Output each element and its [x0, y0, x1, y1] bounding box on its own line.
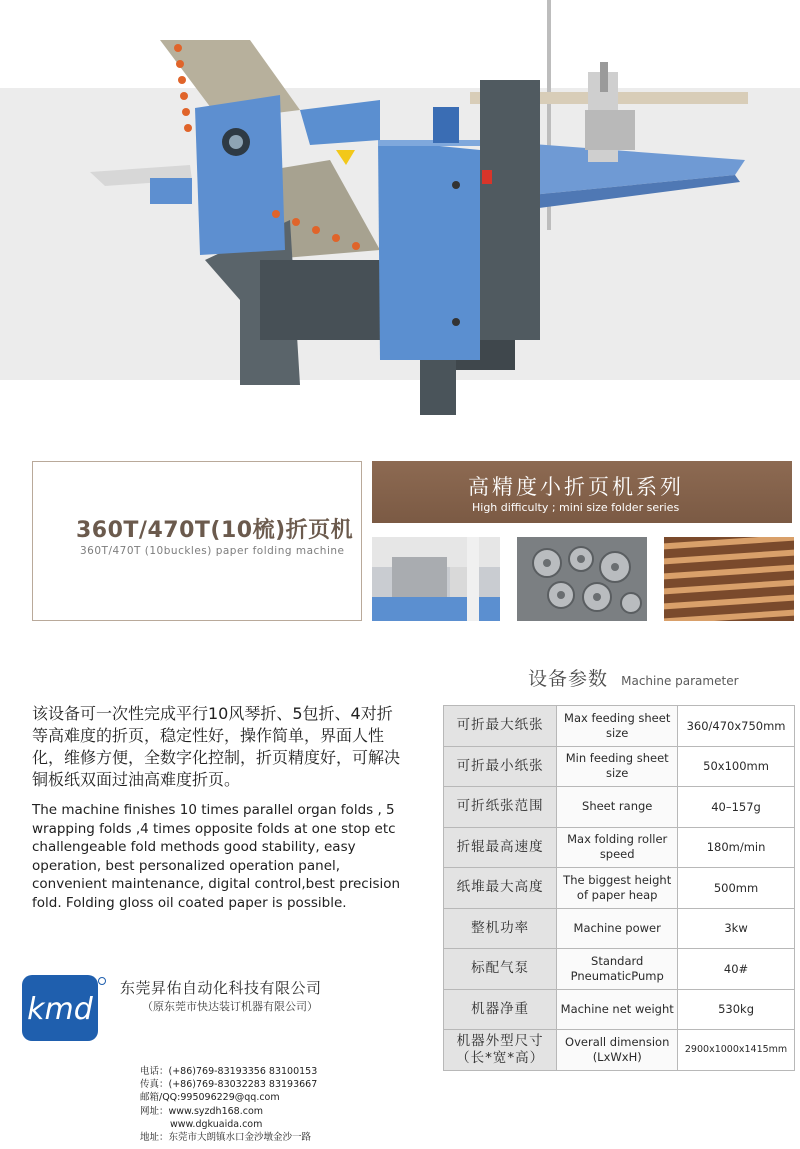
description-chinese: 该设备可一次性完成平行10风琴折、5包折、4对折等高难度的折页，稳定性好，操作简单，界面人性化，维修方便，全数字化控制，折页精度好，可解决铜板纸双面过油高难度折页。 — [32, 704, 401, 789]
contact-info — [140, 1065, 317, 1144]
company-name: 东莞昇佑自动化科技有限公司 — [120, 979, 322, 997]
thumbnail-knife-unit — [372, 537, 500, 621]
table-row — [444, 746, 795, 787]
param-value: 3kw — [678, 908, 795, 949]
contact-email: 邮箱/QQ:995096229@qq.com — [140, 1092, 280, 1104]
param-name-cn: 可折最大纸张 — [444, 706, 557, 747]
parameter-table — [443, 705, 795, 1071]
contact-phone: 电话：(+86)769-83193356 83100153 — [140, 1066, 318, 1077]
param-name-en: Standard PneumaticPump — [557, 949, 678, 990]
param-name-cn: 可折纸张范围 — [444, 787, 557, 828]
param-name-cn: 机器净重 — [444, 989, 557, 1030]
table-row — [444, 989, 795, 1030]
table-row — [444, 706, 795, 747]
param-value: 180m/min — [678, 827, 795, 868]
param-name-cn: 纸堆最大高度 — [444, 868, 557, 909]
product-subtitle: 360T/470T (10buckles) paper folding machine — [80, 545, 345, 557]
param-value: 530kg — [678, 989, 795, 1030]
contact-fax: 传真：(+86)769-83032283 83193667 — [140, 1079, 318, 1091]
param-name-en: Max folding roller speed — [557, 827, 678, 868]
param-name-cn: 标配气泵 — [444, 949, 557, 990]
table-row — [444, 827, 795, 868]
param-name-en: Machine net weight — [557, 989, 678, 1030]
company-former-name: （原东莞市快达装订机器有限公司） — [142, 1000, 318, 1013]
param-value: 50x100mm — [678, 746, 795, 787]
table-row — [444, 908, 795, 949]
param-name-en: Sheet range — [557, 787, 678, 828]
table-row — [444, 787, 795, 828]
description-english: The machine finishes 10 times parallel organ folds , 5 wrapping folds ,4 times opposite folds at one stop etc challengeable fold methods good stability, easy operation, best personalized operation panel, convenient maintenance, digital control,best precision fold. Folding gloss oil coated paper is possible. — [32, 802, 401, 911]
thumbnail-gears — [517, 537, 647, 621]
parameter-heading-cn: 设备参数 — [528, 668, 609, 690]
thumbnail-rollers — [664, 537, 794, 621]
param-name-en: Overall dimension (LxWxH) — [557, 1030, 678, 1071]
svg-text:kmd: kmd — [27, 992, 93, 1027]
kmd-logo — [22, 975, 106, 1041]
contact-address: 地址：东莞市大朗镇水口金沙墩金沙一路 — [140, 1132, 312, 1144]
param-value: 500mm — [678, 868, 795, 909]
param-value: 40# — [678, 949, 795, 990]
parameter-heading — [528, 664, 739, 691]
folding-machine-illustration — [0, 0, 800, 440]
machine-photo — [0, 0, 800, 440]
param-name-cn: 折辊最高速度 — [444, 827, 557, 868]
param-value: 360/470x750mm — [678, 706, 795, 747]
series-subtitle: High difficulty ; mini size folder series — [472, 501, 680, 514]
param-name-en: Machine power — [557, 908, 678, 949]
table-row — [444, 868, 795, 909]
product-title: 360T/470T(10梳)折页机 — [76, 518, 354, 543]
param-value: 2900x1000x1415mm — [678, 1030, 795, 1071]
param-name-cn: 整机功率 — [444, 908, 557, 949]
param-name-cn: 可折最小纸张 — [444, 746, 557, 787]
param-name-cn: 机器外型尺寸 （长*宽*高） — [444, 1030, 557, 1071]
series-title: 高精度小折页机系列 — [468, 475, 684, 499]
param-name-en: Min feeding sheet size — [557, 746, 678, 787]
param-name-en: Max feeding sheet size — [557, 706, 678, 747]
parameter-heading-en: Machine parameter — [621, 674, 739, 688]
contact-website-2: www.dgkuaida.com — [170, 1118, 263, 1130]
series-banner — [372, 461, 792, 523]
param-name-en: The biggest height of paper heap — [557, 868, 678, 909]
contact-website: 网址：www.syzdh168.com — [140, 1105, 264, 1117]
param-value: 40–157g — [678, 787, 795, 828]
table-row — [444, 1030, 795, 1071]
table-row — [444, 949, 795, 990]
